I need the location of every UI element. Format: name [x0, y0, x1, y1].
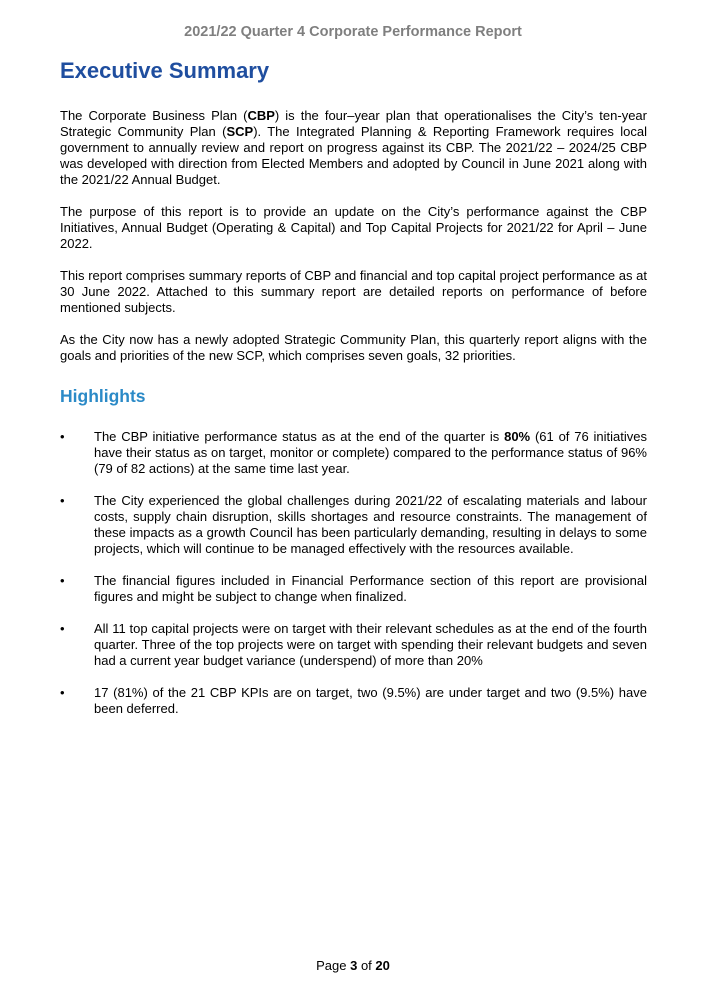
highlights-list — [60, 429, 647, 717]
p1-text-2: ) is the four–year plan that operationalises the City’s ten-year Strategic Community Plan ( — [60, 108, 647, 139]
list-item — [60, 621, 647, 669]
current-page-number: 3 — [350, 958, 358, 973]
page-title: Executive Summary — [60, 58, 270, 83]
comprises-paragraph: This report comprises summary reports of CBP and financial and top capital project performance as at 30 June 2022. Attached to this summary report are detailed reports on performance of before mentioned subjects. — [60, 268, 647, 315]
purpose-paragraph: The purpose of this report is to provide an update on the City’s performance against the CBP Initiatives, Annual Budget (Operating & Capital) and Top Capital Projects for 2021/22 for April – June 2022. — [60, 204, 647, 251]
list-item — [60, 493, 647, 557]
alignment-paragraph: As the City now has a newly adopted Strategic Community Plan, this quarterly report aligns with the goals and priorities of the new SCP, which comprises seven goals, 32 priorities. — [60, 332, 647, 363]
highlights-heading: Highlights — [60, 386, 146, 406]
bullet-icon: • — [60, 621, 65, 636]
p1-bold-scp: SCP — [226, 124, 254, 139]
page-footer — [0, 958, 706, 973]
p1-text-3: ). The Integrated Planning & Reporting Framework requires local government to annually review and report on progress against its CBP. The 2021/22 – 2024/25 CBP was developed with direction from Elected Members and adopted by Council in June 2021 along with the 2021/22 Annual Budget. — [60, 124, 647, 187]
item2-text: The City experienced the global challenges during 2021/22 of escalating materials and labour costs, supply chain disruption, skills shortages and resource constraints. The management of these impacts as a growth Council has been particularly demanding, resulting in delays to some projects, which will continue to be managed effectively with the resources available. — [94, 493, 647, 556]
total-pages-number: 20 — [375, 958, 390, 973]
of-label: of — [357, 958, 376, 973]
item1-text-1: The CBP initiative performance status as at the end of the quarter is — [94, 429, 505, 444]
item4-text: All 11 top capital projects were on target with their relevant schedules as at the end of the fourth quarter. Three of the top projects were on target with spending their relevant budgets and seven had a current year budget variance (underspend) of more than 20% — [94, 621, 647, 668]
item1-text-2: (61 of 76 initiatives have their status as on target, monitor or complete) compared to the performance status of 96% (79 of 82 actions) at the same time last year. — [94, 429, 647, 476]
intro-paragraph — [60, 108, 647, 188]
item1-bold-percent: 80% — [504, 429, 531, 444]
bullet-icon: • — [60, 493, 65, 508]
bullet-icon: • — [60, 685, 65, 700]
item3-text: The financial figures included in Financial Performance section of this report are provisional figures and might be subject to change when finalized. — [94, 573, 647, 604]
list-item — [60, 685, 647, 717]
p1-bold-cbp: CBP — [247, 108, 275, 123]
page-label: Page — [316, 958, 351, 973]
list-item — [60, 573, 647, 605]
page-content — [60, 58, 647, 733]
bullet-icon: • — [60, 429, 65, 444]
p1-text-1: The Corporate Business Plan ( — [60, 108, 248, 123]
report-header: 2021/22 Quarter 4 Corporate Performance Report — [184, 24, 522, 40]
list-item — [60, 429, 647, 477]
item5-text: 17 (81%) of the 21 CBP KPIs are on target, two (9.5%) are under target and two (9.5%) have been deferred. — [94, 685, 647, 716]
bullet-icon: • — [60, 573, 65, 588]
